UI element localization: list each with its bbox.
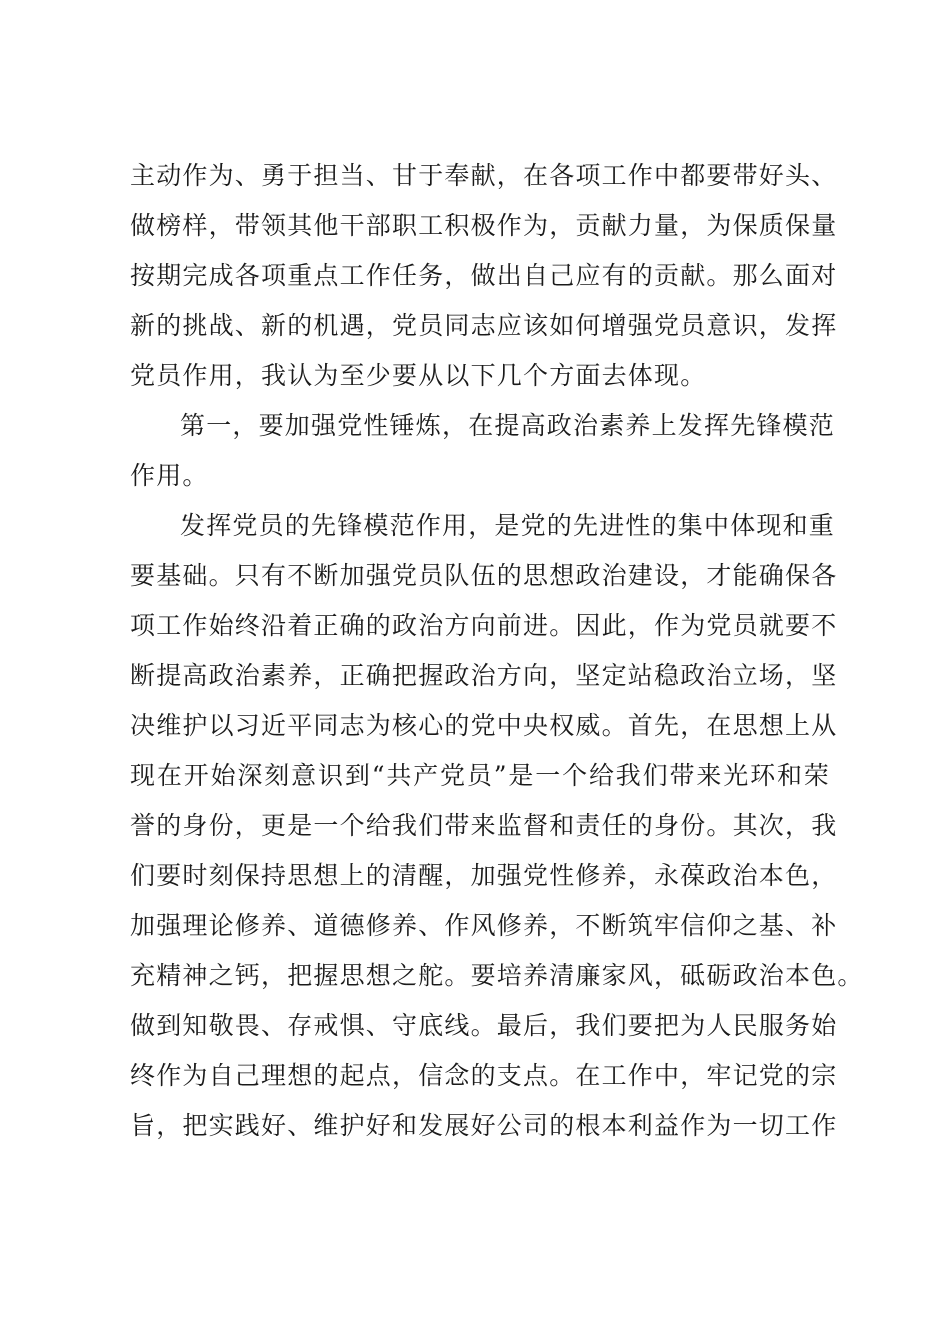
text-line: 项工作始终沿着正确的政治方向前进。因此，作为党员就要不 xyxy=(130,611,838,640)
paragraph-3 xyxy=(130,501,864,1151)
text-line: 们要时刻保持思想上的清醒，加强党性修养，永葆政治本色， xyxy=(130,861,838,890)
text-line: 第一，要加强党性锤炼，在提高政治素养上发挥先锋模范 xyxy=(180,411,836,440)
text-line: 充精神之钙，把握思想之舵。要培养清廉家风，砥砺政治本色。 xyxy=(130,961,864,990)
text-line: 誉的身份，更是一个给我们带来监督和责任的身份。其次，我 xyxy=(130,811,838,840)
text-line: 现在开始深刻意识到“共产党员”是一个给我们带来光环和荣 xyxy=(130,761,830,790)
text-line: 新的挑战、新的机遇，党员同志应该如何增强党员意识，发挥 xyxy=(130,311,838,340)
text-line: 主动作为、勇于担当、甘于奉献，在各项工作中都要带好头、 xyxy=(130,161,838,190)
paragraph-1 xyxy=(130,151,838,401)
text-line: 终作为自己理想的起点，信念的支点。在工作中，牢记党的宗 xyxy=(130,1061,838,1090)
text-line: 决维护以习近平同志为核心的党中央权威。首先，在思想上从 xyxy=(130,711,838,740)
document-body xyxy=(130,151,864,1151)
text-line: 旨，把实践好、维护好和发展好公司的根本利益作为一切工作 xyxy=(130,1111,838,1140)
text-line: 断提高政治素养，正确把握政治方向，坚定站稳政治立场，坚 xyxy=(130,661,838,690)
text-line: 发挥党员的先锋模范作用，是党的先进性的集中体现和重 xyxy=(180,511,836,540)
text-line: 按期完成各项重点工作任务，做出自己应有的贡献。那么面对 xyxy=(130,261,838,290)
text-line: 做榜样，带领其他干部职工积极作为，贡献力量，为保质保量 xyxy=(130,211,838,240)
text-line: 党员作用，我认为至少要从以下几个方面去体现。 xyxy=(130,361,707,390)
text-line: 要基础。只有不断加强党员队伍的思想政治建设，才能确保各 xyxy=(130,561,838,590)
paragraph-2 xyxy=(130,401,836,501)
text-line: 作用。 xyxy=(130,461,209,490)
text-line: 做到知敬畏、存戒惧、守底线。最后，我们要把为人民服务始 xyxy=(130,1011,838,1040)
text-line: 加强理论修养、道德修养、作风修养，不断筑牢信仰之基、补 xyxy=(130,911,838,940)
